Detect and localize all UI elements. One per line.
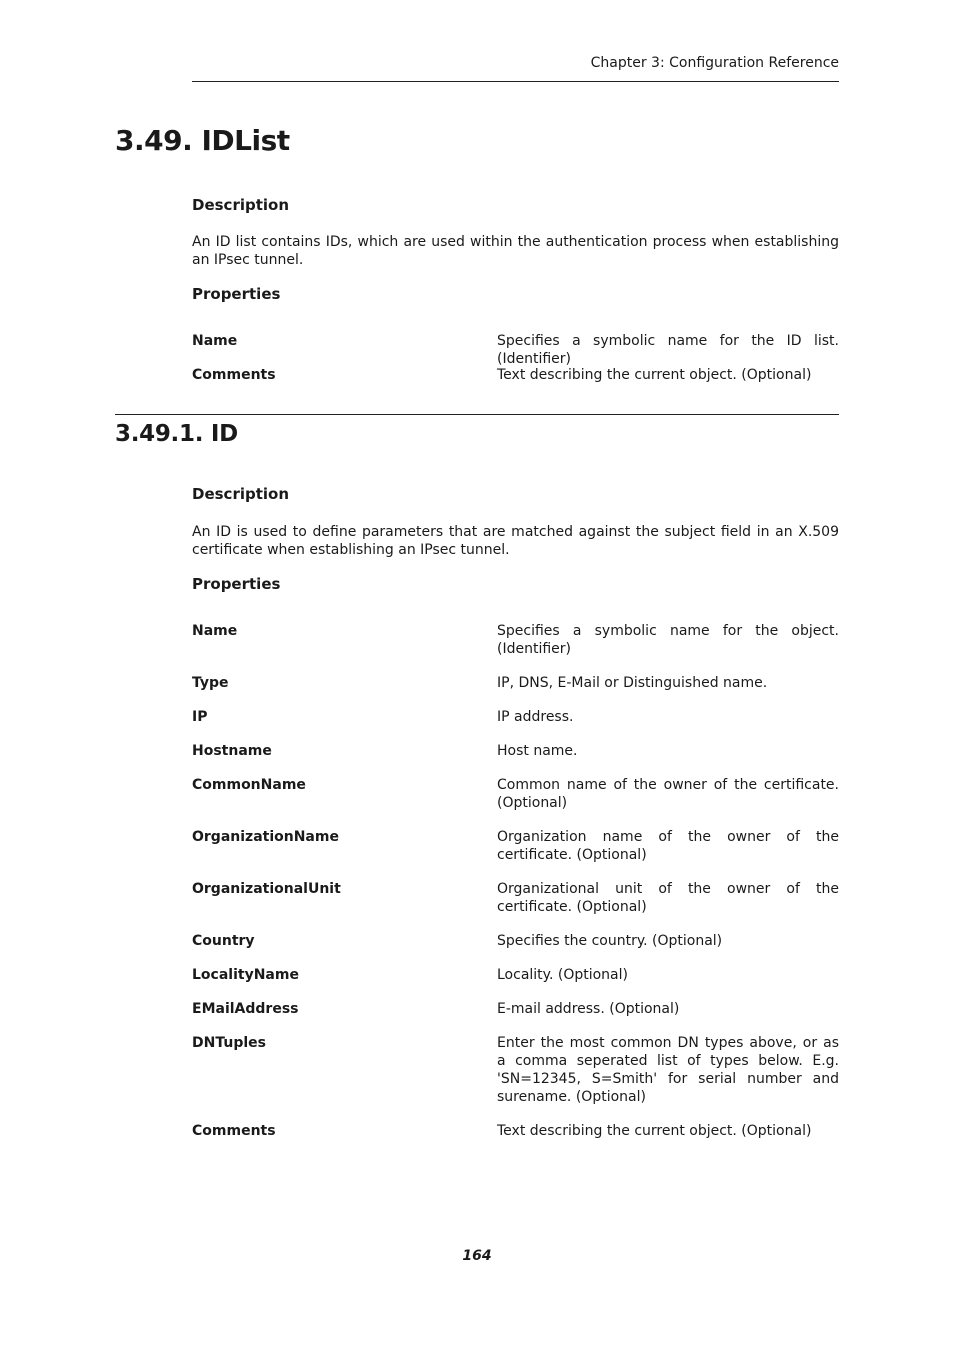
idlist-description-text: An ID list contains IDs, which are used within the authentication process when establishing an IPsec tunnel.	[192, 234, 839, 268]
section-title-idlist: 3.49. IDList	[115, 124, 290, 157]
property-name: Comments	[192, 367, 276, 383]
property-description: IP address.	[497, 709, 574, 725]
property-description: Specifies a symbolic name for the ID list. (Identifier)	[497, 333, 839, 367]
property-description: Host name.	[497, 743, 578, 759]
running-header	[192, 55, 839, 82]
property-name: Name	[192, 333, 238, 349]
property-description: E-mail address. (Optional)	[497, 1001, 680, 1017]
section-divider	[115, 414, 839, 415]
idlist-properties-heading: Properties	[192, 285, 281, 303]
property-description: Specifies the country. (Optional)	[497, 933, 723, 949]
id-description-heading: Description	[192, 485, 290, 503]
property-description: Organizational unit of the owner of the certificate. (Optional)	[497, 881, 839, 915]
id-properties-heading: Properties	[192, 575, 281, 593]
id-description-text: An ID is used to define parameters that are matched against the subject field in an X.509 certificate when establishing an IPsec tunnel.	[192, 524, 839, 558]
property-description: Enter the most common DN types above, or as a comma seperated list of types below. E.g. 'SN=12345, S=Smith' for serial number and surename. (Optional)	[497, 1035, 839, 1105]
property-description: Text describing the current object. (Optional)	[497, 1123, 812, 1139]
idlist-description-heading: Description	[192, 196, 290, 214]
property-name: OrganizationalUnit	[192, 881, 341, 897]
property-description: Text describing the current object. (Optional)	[497, 367, 812, 383]
page-number: 164	[462, 1248, 492, 1264]
property-name: DNTuples	[192, 1035, 266, 1051]
property-name: Comments	[192, 1123, 276, 1139]
property-description: Locality. (Optional)	[497, 967, 628, 983]
property-name: Country	[192, 933, 255, 949]
chapter-header-text: Chapter 3: Configuration Reference	[590, 55, 839, 71]
property-description: Organization name of the owner of the certificate. (Optional)	[497, 829, 839, 863]
property-name: EMailAddress	[192, 1001, 299, 1017]
property-description: Specifies a symbolic name for the object. (Identifier)	[497, 623, 839, 657]
property-name: IP	[192, 709, 208, 725]
property-name: Name	[192, 623, 238, 639]
property-name: LocalityName	[192, 967, 299, 983]
property-description: IP, DNS, E-Mail or Distinguished name.	[497, 675, 768, 691]
section-title-id: 3.49.1. ID	[115, 421, 238, 447]
property-name: Hostname	[192, 743, 272, 759]
property-name: OrganizationName	[192, 829, 339, 845]
property-name: Type	[192, 675, 229, 691]
property-name: CommonName	[192, 777, 306, 793]
property-description: Common name of the owner of the certificate. (Optional)	[497, 777, 839, 811]
